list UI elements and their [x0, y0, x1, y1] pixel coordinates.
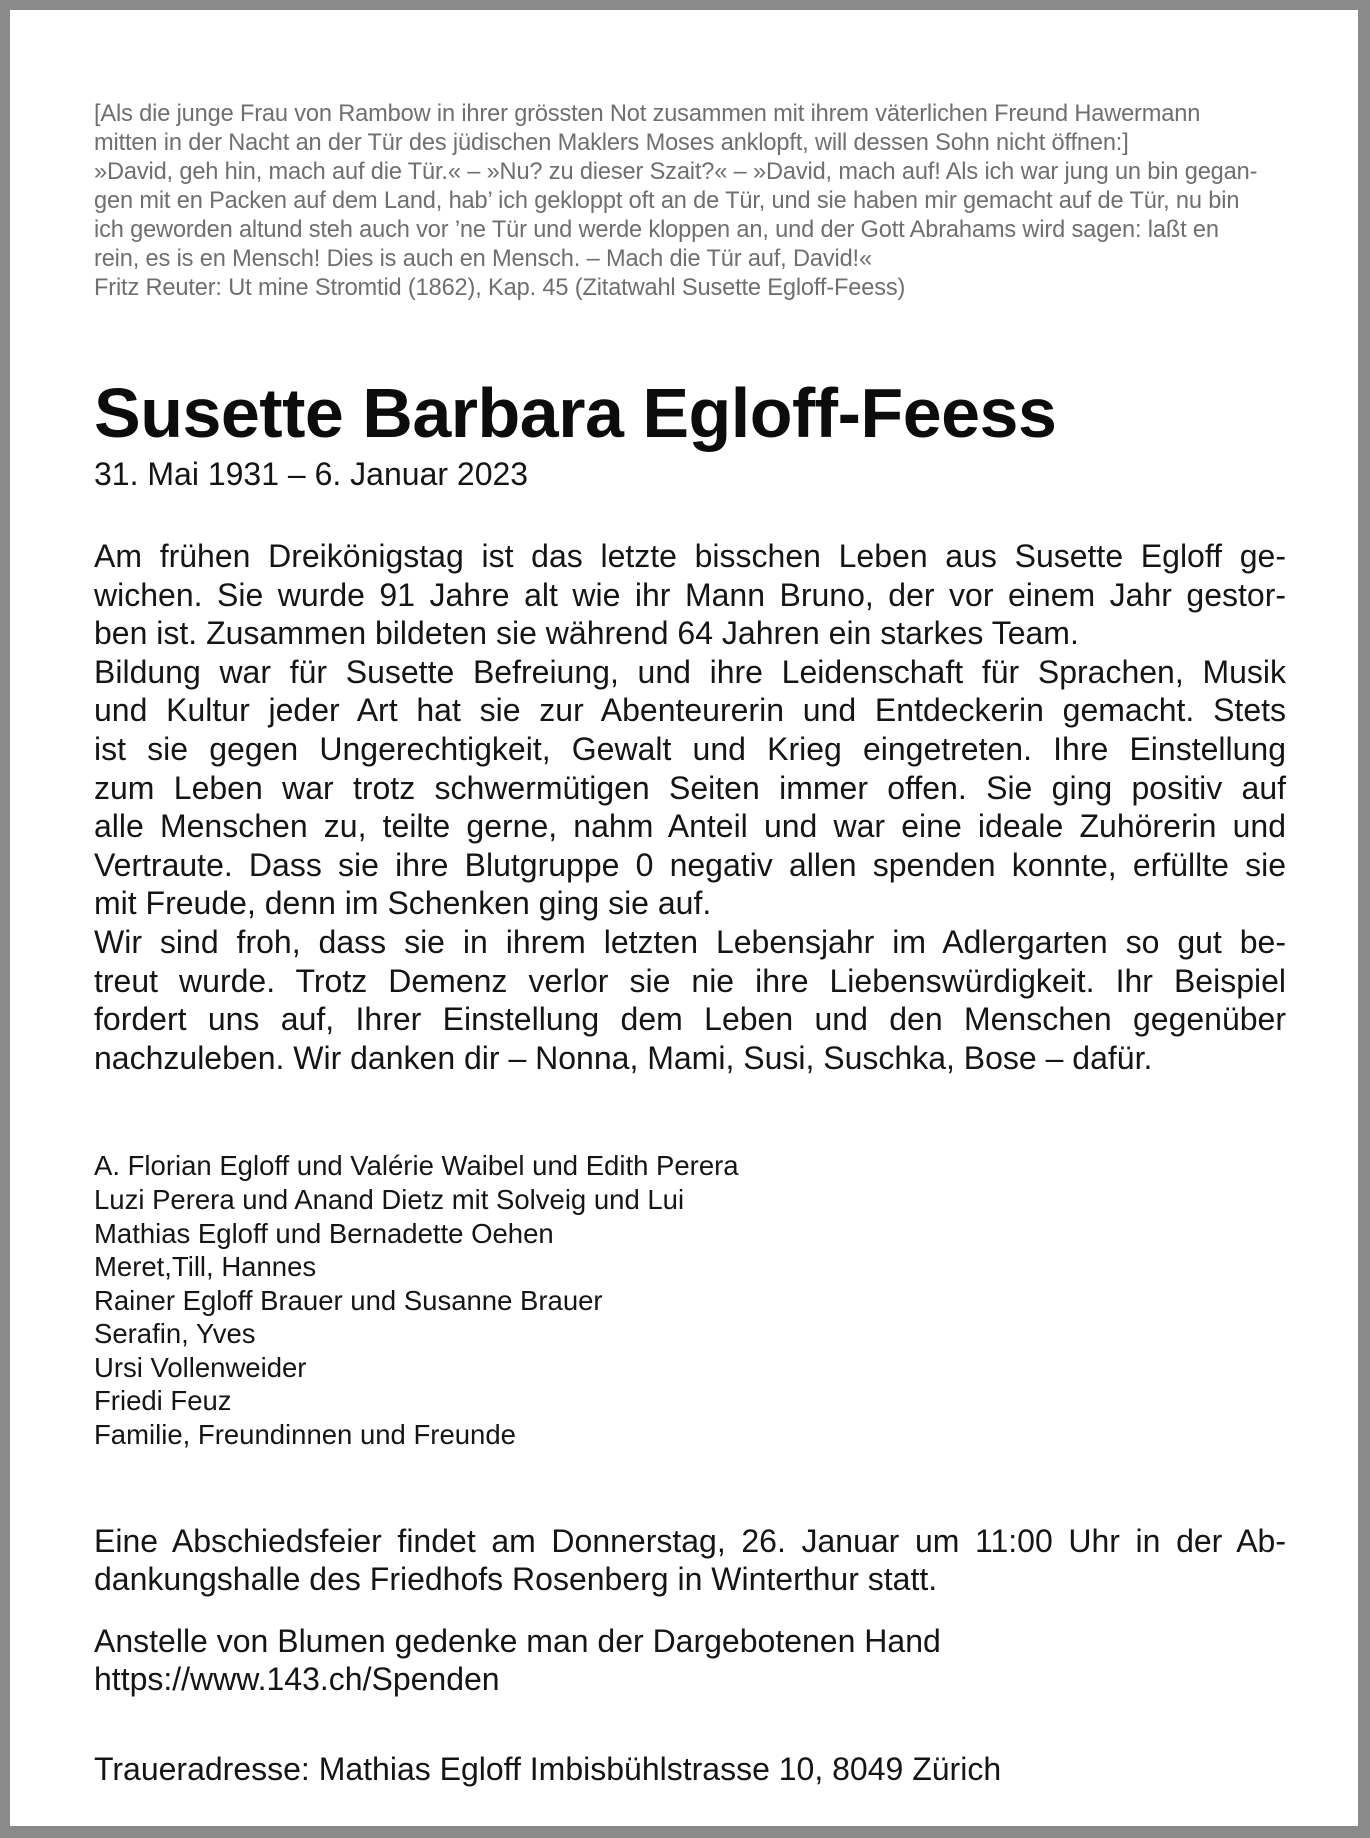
donation-link[interactable]: https://www.143.ch/Spenden [94, 1661, 500, 1698]
quote-line: rein, es is en Mensch! Dies is auch en Mensch. – Mach die Tür auf, David!« [94, 246, 872, 272]
document-page [10, 10, 1358, 1826]
mourner-entry: Rainer Egloff Brauer und Susanne Brauer [94, 1284, 603, 1316]
deceased-name: Susette Barbara Egloff-Feess [94, 374, 1057, 452]
bio-line: ist sie gegen Ungerechtigkeit, Gewalt und Krieg eingetreten. Ihre Einstellung [94, 730, 1286, 767]
mourner-entry: Familie, Freundinnen und Freunde [94, 1419, 516, 1451]
obituary-content [94, 100, 1286, 1788]
quote-line: mitten in der Nacht an der Tür des jüdischen Maklers Moses anklopft, will dessen Sohn nicht öffnen:] [94, 130, 1129, 156]
quote-line: ich geworden altund steh auch vor ’ne Tür und werde kloppen an, und der Gott Abrahams wird sagen: laßt en [94, 217, 1219, 243]
quote-line: [Als die junge Frau von Rambow in ihrer grössten Not zusammen mit ihrem väterlichen Freund Hawermann [94, 101, 1201, 127]
epigraph-quote [94, 100, 1286, 303]
bio-line: treut wurde. Trotz Demenz verlor sie nie ihre Liebenswürdigkeit. Ihr Beispiel [94, 962, 1286, 999]
bio-line: fordert uns auf, Ihrer Einstellung dem Leben und den Menschen gegenüber [94, 1001, 1286, 1038]
mourning-address: Traueradresse: Mathias Egloff Imbisbühlstrasse 10, 8049 Zürich [94, 1750, 1002, 1787]
biography-text [94, 537, 1286, 1077]
mourners-list [94, 1149, 1286, 1451]
mourner-entry: A. Florian Egloff und Valérie Waibel und Edith Perera [94, 1150, 739, 1182]
bio-line: und Kultur jeder Art hat sie zur Abenteurerin und Entdeckerin gemacht. Stets [94, 692, 1286, 729]
donation-notice [94, 1622, 1286, 1699]
quote-line: gen mit en Packen auf dem Land, hab’ ich gekloppt oft an de Tür, und sie haben mir gemacht auf de Tür, nu bin [94, 188, 1240, 214]
quote-source: Fritz Reuter: Ut mine Stromtid (1862), Kap. 45 (Zitatwahl Susette Egloff-Feess) [94, 275, 906, 301]
mourner-entry: Serafin, Yves [94, 1318, 256, 1350]
bio-line: ben ist. Zusammen bildeten sie während 64 Jahren ein starkes Team. [94, 615, 1079, 652]
quote-line: »David, geh hin, mach auf die Tür.« – »Nu? zu dieser Szait?« – »David, mach auf! Als ich war jung un bin gegan- [94, 159, 1258, 185]
ceremony-notice [94, 1522, 1286, 1599]
mourner-entry: Mathias Egloff und Bernadette Oehen [94, 1217, 554, 1249]
ceremony-line: dankungshalle des Friedhofs Rosenberg in Winterthur statt. [94, 1561, 938, 1598]
mourner-entry: Ursi Vollenweider [94, 1351, 307, 1383]
bio-line: nachzuleben. Wir danken dir – Nonna, Mami, Susi, Suschka, Bose – dafür. [94, 1039, 1153, 1076]
life-dates: 31. Mai 1931 – 6. Januar 2023 [94, 456, 529, 492]
bio-line: zum Leben war trotz schwermütigen Seiten immer offen. Sie ging positiv auf [94, 769, 1286, 806]
donation-text: Anstelle von Blumen gedenke man der Dargebotenen Hand [94, 1622, 941, 1659]
bio-line: alle Menschen zu, teilte gerne, nahm Anteil und war eine ideale Zuhörerin und [94, 808, 1286, 845]
bio-line: Am frühen Dreikönigstag ist das letzte bisschen Leben aus Susette Egloff ge- [94, 538, 1286, 574]
bio-line: Wir sind froh, dass sie in ihrem letzten Lebensjahr im Adlergarten so gut be- [94, 923, 1286, 960]
mourner-entry: Meret,Till, Hannes [94, 1251, 317, 1283]
bio-line: wichen. Sie wurde 91 Jahre alt wie ihr Mann Bruno, der vor einem Jahr gestor- [94, 576, 1286, 613]
bio-line: Vertraute. Dass sie ihre Blutgruppe 0 negativ allen spenden konnte, erfüllte sie [94, 846, 1286, 883]
ceremony-line: Eine Abschiedsfeier findet am Donnerstag, 26. Januar um 11:00 Uhr in der Ab- [94, 1522, 1286, 1559]
mourner-entry: Luzi Perera und Anand Dietz mit Solveig und Lui [94, 1183, 685, 1215]
mourner-entry: Friedi Feuz [94, 1385, 232, 1417]
bio-line: mit Freude, denn im Schenken ging sie auf. [94, 885, 712, 922]
bio-line: Bildung war für Susette Befreiung, und ihre Leidenschaft für Sprachen, Musik [94, 653, 1286, 690]
